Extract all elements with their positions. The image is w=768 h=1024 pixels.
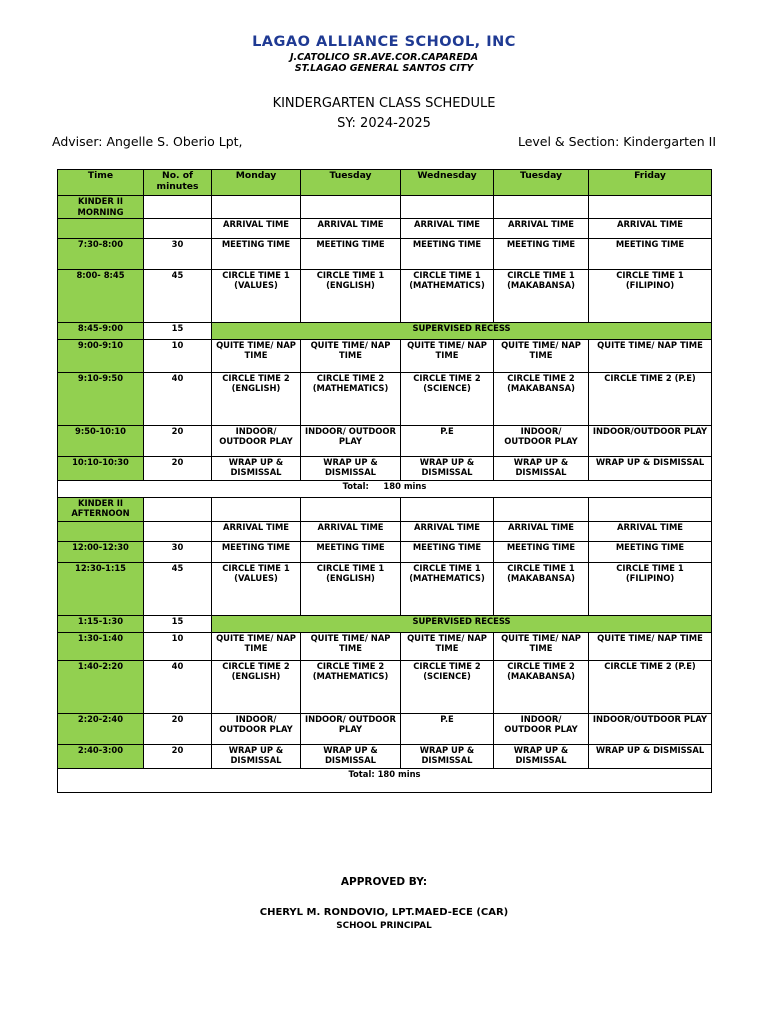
minutes-cell: 15	[144, 322, 212, 339]
recess-cell: SUPERVISED RECESS	[212, 322, 712, 339]
activity-cell: INDOOR/OUTDOOR PLAY	[589, 713, 712, 744]
activity-cell: CIRCLE TIME 2 (MAKABANSA)	[494, 660, 589, 713]
time-cell: 9:10-9:50	[58, 372, 144, 425]
minutes-cell: 40	[144, 372, 212, 425]
empty-cell	[401, 196, 494, 219]
table-row	[58, 521, 712, 541]
activity-cell: MEETING TIME	[212, 238, 301, 269]
minutes-cell: 20	[144, 425, 212, 456]
activity-cell: ARRIVAL TIME	[212, 218, 301, 238]
column-header: Friday	[589, 170, 712, 196]
time-cell: 7:30-8:00	[58, 238, 144, 269]
activity-cell: INDOOR/ OUTDOOR PLAY	[301, 425, 401, 456]
time-cell: 1:15-1:30	[58, 615, 144, 632]
empty-cell	[401, 497, 494, 521]
column-header: Wednesday	[401, 170, 494, 196]
activity-cell: CIRCLE TIME 1 (FILIPINO)	[589, 562, 712, 615]
empty-cell	[144, 497, 212, 521]
recess-cell: SUPERVISED RECESS	[212, 615, 712, 632]
activity-cell: WRAP UP & DISMISSAL	[494, 744, 589, 768]
activity-cell: CIRCLE TIME 2 (ENGLISH)	[212, 660, 301, 713]
activity-cell: ARRIVAL TIME	[494, 218, 589, 238]
activity-cell: CIRCLE TIME 1 (MAKABANSA)	[494, 269, 589, 322]
activity-cell: CIRCLE TIME 2 (P.E)	[589, 660, 712, 713]
activity-cell: QUITE TIME/ NAP TIME	[494, 632, 589, 660]
approved-by-label: APPROVED BY:	[340, 876, 428, 888]
activity-cell: QUITE TIME/ NAP TIME	[401, 339, 494, 372]
principal-name: CHERYL M. RONDOVIO, LPT.MAED-ECE (CAR)	[259, 907, 509, 918]
minutes-cell: 30	[144, 238, 212, 269]
empty-cell	[212, 497, 301, 521]
empty-cell	[589, 497, 712, 521]
minutes-cell: 20	[144, 456, 212, 480]
table-row	[58, 541, 712, 562]
table-row	[58, 322, 712, 339]
minutes-cell: 45	[144, 269, 212, 322]
minutes-cell	[144, 521, 212, 541]
activity-cell: CIRCLE TIME 2 (MAKABANSA)	[494, 372, 589, 425]
activity-cell: QUITE TIME/ NAP TIME	[212, 632, 301, 660]
activity-cell: MEETING TIME	[401, 238, 494, 269]
activity-cell: ARRIVAL TIME	[401, 218, 494, 238]
activity-cell: QUITE TIME/ NAP TIME	[301, 339, 401, 372]
empty-cell	[301, 497, 401, 521]
activity-cell: CIRCLE TIME 1 (MAKABANSA)	[494, 562, 589, 615]
session-label: KINDER II MORNING	[58, 196, 144, 219]
minutes-cell: 45	[144, 562, 212, 615]
school-year: SY: 2024-2025	[337, 116, 431, 131]
adviser-label: Adviser: Angelle S. Oberio Lpt,	[52, 134, 243, 149]
table-row	[58, 562, 712, 615]
session-label-row	[58, 497, 712, 521]
total-row	[58, 480, 712, 497]
time-cell: 10:10-10:30	[58, 456, 144, 480]
activity-cell: WRAP UP & DISMISSAL	[589, 456, 712, 480]
activity-cell: WRAP UP & DISMISSAL	[212, 456, 301, 480]
activity-cell: MEETING TIME	[589, 238, 712, 269]
activity-cell: CIRCLE TIME 2 (SCIENCE)	[401, 660, 494, 713]
activity-cell: WRAP UP & DISMISSAL	[301, 456, 401, 480]
session-label: KINDER II AFTERNOON	[58, 497, 144, 521]
time-cell: 2:20-2:40	[58, 713, 144, 744]
activity-cell: ARRIVAL TIME	[401, 521, 494, 541]
empty-cell	[301, 196, 401, 219]
activity-cell: MEETING TIME	[494, 541, 589, 562]
activity-cell: ARRIVAL TIME	[494, 521, 589, 541]
activity-cell: INDOOR/ OUTDOOR PLAY	[301, 713, 401, 744]
minutes-cell: 10	[144, 632, 212, 660]
activity-cell: WRAP UP & DISMISSAL	[212, 744, 301, 768]
empty-cell	[494, 196, 589, 219]
total-cell: Total: 180 mins	[58, 768, 712, 792]
activity-cell: INDOOR/ OUTDOOR PLAY	[212, 425, 301, 456]
empty-cell	[212, 196, 301, 219]
activity-cell: CIRCLE TIME 1 (MATHEMATICS)	[401, 562, 494, 615]
school-name: LAGAO ALLIANCE SCHOOL, INC	[252, 34, 516, 50]
minutes-cell	[144, 218, 212, 238]
time-cell: 1:40-2:20	[58, 660, 144, 713]
table-row	[58, 425, 712, 456]
activity-cell: CIRCLE TIME 1 (ENGLISH)	[301, 562, 401, 615]
table-row	[58, 456, 712, 480]
activity-cell: QUITE TIME/ NAP TIME	[401, 632, 494, 660]
activity-cell: INDOOR/ OUTDOOR PLAY	[212, 713, 301, 744]
session-label-row	[58, 196, 712, 219]
time-cell: 1:30-1:40	[58, 632, 144, 660]
activity-cell: ARRIVAL TIME	[589, 521, 712, 541]
empty-cell	[144, 196, 212, 219]
minutes-cell: 20	[144, 744, 212, 768]
minutes-cell: 40	[144, 660, 212, 713]
activity-cell: CIRCLE TIME 2 (MATHEMATICS)	[301, 372, 401, 425]
table-row	[58, 660, 712, 713]
minutes-cell: 15	[144, 615, 212, 632]
activity-cell: MEETING TIME	[401, 541, 494, 562]
schedule-table	[57, 169, 712, 793]
minutes-cell: 20	[144, 713, 212, 744]
time-cell: 9:50-10:10	[58, 425, 144, 456]
table-row	[58, 615, 712, 632]
table-row	[58, 269, 712, 322]
level-section-label: Level & Section: Kindergarten II	[517, 134, 716, 149]
table-row	[58, 218, 712, 238]
activity-cell: ARRIVAL TIME	[212, 521, 301, 541]
activity-cell: INDOOR/OUTDOOR PLAY	[589, 425, 712, 456]
minutes-cell: 30	[144, 541, 212, 562]
activity-cell: CIRCLE TIME 1 (VALUES)	[212, 562, 301, 615]
activity-cell: WRAP UP & DISMISSAL	[401, 456, 494, 480]
activity-cell: CIRCLE TIME 2 (ENGLISH)	[212, 372, 301, 425]
activity-cell: QUITE TIME/ NAP TIME	[301, 632, 401, 660]
principal-title: SCHOOL PRINCIPAL	[336, 921, 432, 931]
total-cell: Total: 180 mins	[58, 480, 712, 497]
activity-cell: QUITE TIME/ NAP TIME	[212, 339, 301, 372]
activity-cell: P.E	[401, 425, 494, 456]
table-row	[58, 238, 712, 269]
document-title: KINDERGARTEN CLASS SCHEDULE	[272, 96, 496, 111]
activity-cell: P.E	[401, 713, 494, 744]
time-cell: 12:30-1:15	[58, 562, 144, 615]
activity-cell: ARRIVAL TIME	[301, 218, 401, 238]
total-row	[58, 768, 712, 792]
column-header: No. of minutes	[144, 170, 212, 196]
minutes-cell: 10	[144, 339, 212, 372]
activity-cell: CIRCLE TIME 2 (P.E)	[589, 372, 712, 425]
activity-cell: INDOOR/ OUTDOOR PLAY	[494, 713, 589, 744]
time-cell	[58, 218, 144, 238]
time-cell	[58, 521, 144, 541]
activity-cell: CIRCLE TIME 2 (MATHEMATICS)	[301, 660, 401, 713]
time-cell: 8:45-9:00	[58, 322, 144, 339]
activity-cell: MEETING TIME	[301, 541, 401, 562]
activity-cell: CIRCLE TIME 1 (FILIPINO)	[589, 269, 712, 322]
column-header: Tuesday	[301, 170, 401, 196]
activity-cell: ARRIVAL TIME	[589, 218, 712, 238]
empty-cell	[494, 497, 589, 521]
school-address-line1: J.CATOLICO SR.AVE.COR.CAPAREDA	[289, 52, 479, 63]
column-header: Monday	[212, 170, 301, 196]
activity-cell: MEETING TIME	[301, 238, 401, 269]
activity-cell: INDOOR/ OUTDOOR PLAY	[494, 425, 589, 456]
activity-cell: WRAP UP & DISMISSAL	[589, 744, 712, 768]
time-cell: 8:00- 8:45	[58, 269, 144, 322]
activity-cell: CIRCLE TIME 1 (VALUES)	[212, 269, 301, 322]
table-row	[58, 632, 712, 660]
school-address-line2: ST.LAGAO GENERAL SANTOS CITY	[294, 63, 474, 74]
activity-cell: CIRCLE TIME 1 (ENGLISH)	[301, 269, 401, 322]
activity-cell: MEETING TIME	[589, 541, 712, 562]
activity-cell: QUITE TIME/ NAP TIME	[589, 632, 712, 660]
activity-cell: QUITE TIME/ NAP TIME	[494, 339, 589, 372]
activity-cell: WRAP UP & DISMISSAL	[301, 744, 401, 768]
column-header: Tuesday	[494, 170, 589, 196]
table-row	[58, 713, 712, 744]
activity-cell: WRAP UP & DISMISSAL	[401, 744, 494, 768]
activity-cell: MEETING TIME	[494, 238, 589, 269]
table-row	[58, 744, 712, 768]
time-cell: 9:00-9:10	[58, 339, 144, 372]
table-row	[58, 372, 712, 425]
column-header: Time	[58, 170, 144, 196]
activity-cell: QUITE TIME/ NAP TIME	[589, 339, 712, 372]
table-row	[58, 339, 712, 372]
time-cell: 2:40-3:00	[58, 744, 144, 768]
activity-cell: WRAP UP & DISMISSAL	[494, 456, 589, 480]
activity-cell: CIRCLE TIME 2 (SCIENCE)	[401, 372, 494, 425]
time-cell: 12:00-12:30	[58, 541, 144, 562]
table-header-row	[58, 170, 712, 196]
activity-cell: ARRIVAL TIME	[301, 521, 401, 541]
activity-cell: MEETING TIME	[212, 541, 301, 562]
activity-cell: CIRCLE TIME 1 (MATHEMATICS)	[401, 269, 494, 322]
empty-cell	[589, 196, 712, 219]
